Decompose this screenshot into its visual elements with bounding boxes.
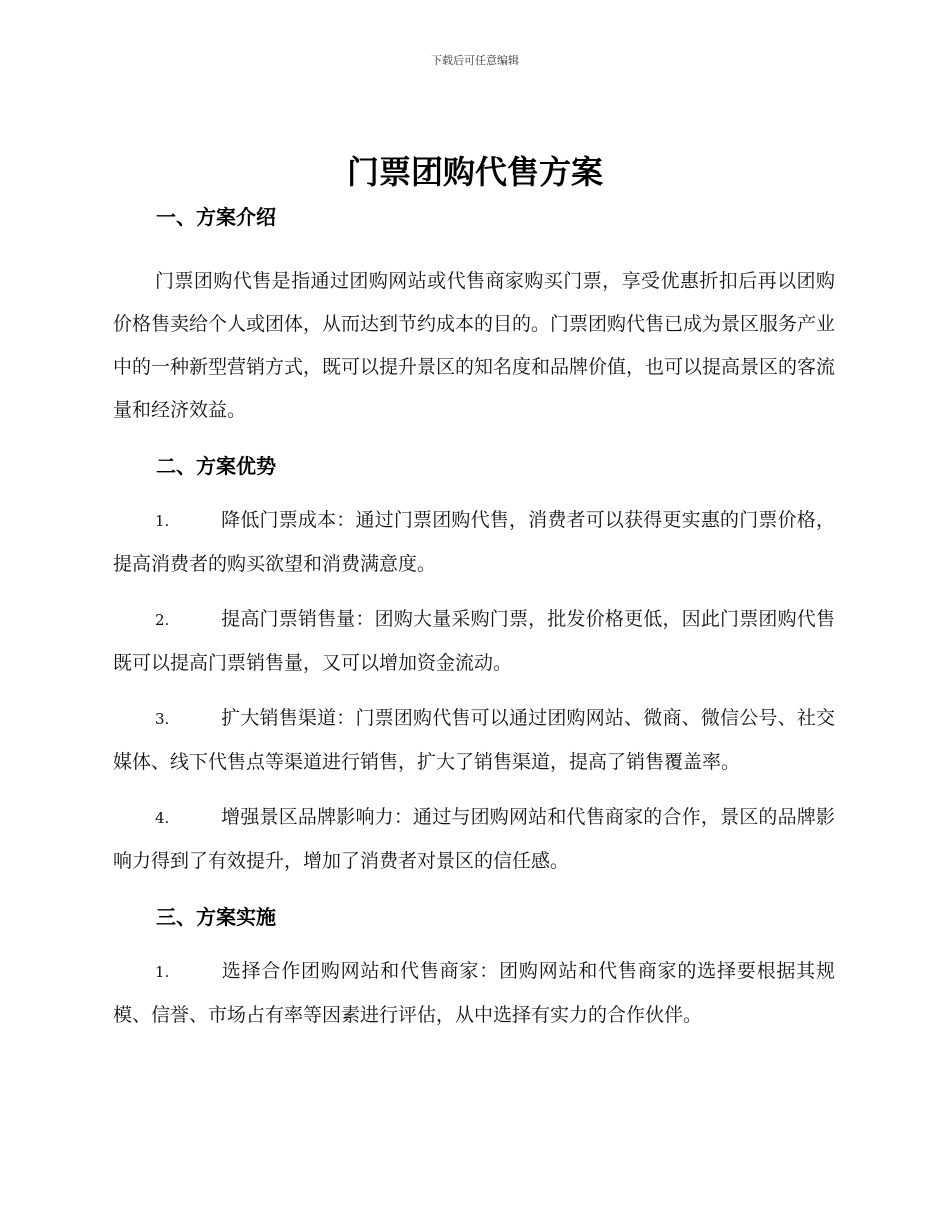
section-heading-intro: 一、方案介绍: [156, 205, 276, 229]
page-header-note: 下载后可任意编辑: [431, 54, 519, 67]
list-number: 3.: [155, 710, 170, 728]
advantage-item-1: [113, 499, 835, 586]
document-title: 门票团购代售方案: [346, 153, 603, 191]
list-item-text: 降低门票成本：通过门票团购代售，消费者可以获得更实惠的门票价格，提高消费者的购买欲望和消费满意度。: [113, 509, 835, 575]
advantage-item-2: [113, 598, 835, 685]
advantage-item-4: [113, 796, 835, 883]
list-item-text: 选择合作团购网站和代售商家：团购网站和代售商家的选择要根据其规模、信誉、市场占有率等因素进行评估，从中选择有实力的合作伙伴。: [113, 960, 835, 1026]
advantage-item-3: [113, 697, 835, 784]
list-number: 2.: [155, 611, 170, 629]
list-item-text: 扩大销售渠道：门票团购代售可以通过团购网站、微商、微信公号、社交媒体、线下代售点等渠道进行销售，扩大了销售渠道，提高了销售覆盖率。: [113, 707, 835, 773]
implementation-item-1: [113, 950, 835, 1037]
section-heading-advantages: 二、方案优势: [156, 454, 276, 478]
list-number: 4.: [155, 809, 170, 827]
list-item-text: 增强景区品牌影响力：通过与团购网站和代售商家的合作，景区的品牌影响力得到了有效提升，增加了消费者对景区的信任感。: [113, 806, 835, 872]
list-number: 1.: [155, 963, 170, 981]
intro-paragraph: 门票团购代售是指通过团购网站或代售商家购买门票，享受优惠折扣后再以团购价格售卖给个人或团体，从而达到节约成本的目的。门票团购代售已成为景区服务产业中的一种新型营销方式，既可以提升景区的知名度和品牌价值，也可以提高景区的客流量和经济效益。: [113, 270, 836, 421]
document-body: [113, 202, 835, 1037]
section-heading-implementation: 三、方案实施: [156, 905, 276, 929]
list-item-text: 提高门票销售量：团购大量采购门票，批发价格更低，因此门票团购代售既可以提高门票销售量，又可以增加资金流动。: [113, 608, 835, 674]
list-number: 1.: [155, 512, 170, 530]
